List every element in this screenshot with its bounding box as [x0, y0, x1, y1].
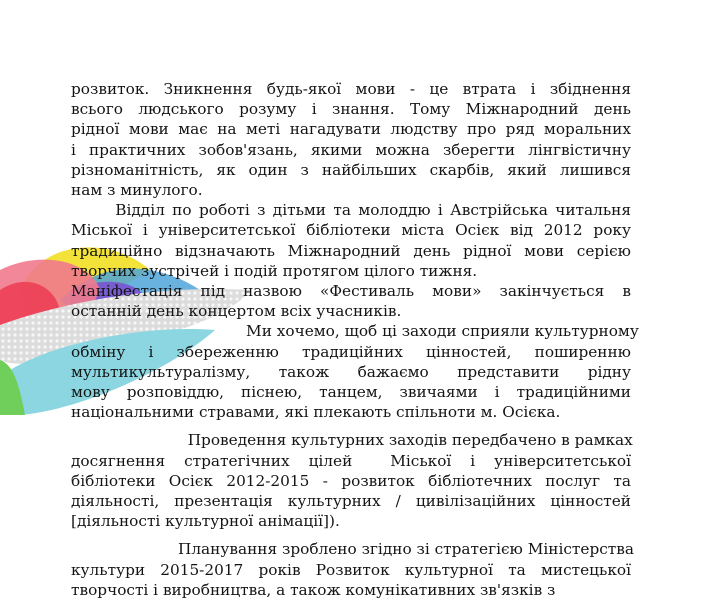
paragraph	[71, 430, 631, 531]
text-line: досягнення стратегічних цілей Міської і університетської	[71, 451, 631, 470]
text-line: рідної мови має на меті нагадувати людству про ряд моральних	[71, 120, 631, 139]
text-line: останній день концертом всіх учасників.	[71, 302, 402, 321]
paragraph	[71, 200, 631, 281]
text-line: і практичних зобов'язань, якими можна зберегти лінгвістичну	[71, 140, 631, 159]
text-line: Проведення культурних заходів передбачено в рамках	[71, 431, 633, 450]
text-line: різноманітність, як один з найбільших скарбів, який лишився	[71, 160, 631, 179]
text-line: бібліотеки Осієк 2012-2015 - розвиток бібліотечних послуг та	[71, 471, 631, 490]
text-line: Відділ по роботі з дітьми та молоддю і Австрійська читальня	[71, 201, 631, 220]
paragraph	[71, 539, 634, 600]
paragraph	[71, 79, 631, 200]
text-line: традиційно відзначають Міжнародний день рідної мови серією	[71, 241, 631, 260]
text-line: нам з минулого.	[71, 181, 203, 200]
text-line: розвиток. Зникнення будь-якої мови - це втрата і збіднення	[71, 80, 631, 98]
text-line: всього людського розуму і знання. Тому Міжнародний день	[71, 100, 631, 119]
text-line: культури 2015-2017 років Розвиток культурної та мистецької	[71, 560, 631, 579]
text-line: обміну і збереженню традиційних цінностей, поширенню	[71, 342, 631, 361]
document-body	[71, 79, 639, 600]
text-line: [діяльності культурної анімації]).	[71, 512, 340, 531]
text-line: Міської і університетської бібліотеки міста Осієк від 2012 року	[71, 221, 631, 240]
text-line: творчості і виробництва, а також комунікативних зв'язків з	[71, 580, 556, 599]
paragraph	[71, 281, 631, 321]
text-line: діяльності, презентація культурних / цивілізаційних цінностей	[71, 492, 631, 511]
paragraph	[71, 321, 639, 422]
text-line: творчих зустрічей і подій протягом цілого тижня.	[71, 261, 478, 280]
text-line: національними стравами, які плекають спільноти м. Осієка.	[71, 403, 561, 422]
text-line: Ми хочемо, щоб ці заходи сприяли культурному	[71, 322, 639, 341]
text-line: Планування зроблено згідно зі стратегією Міністерства	[71, 540, 634, 559]
text-line: мультикультуралізму, також бажаємо представити рідну	[71, 362, 631, 381]
text-line: мову розповіддю, піснею, танцем, звичаями і традиційними	[71, 383, 631, 402]
text-line: Маніфестація під назвою «Фестиваль мови» закінчується в	[71, 282, 631, 301]
